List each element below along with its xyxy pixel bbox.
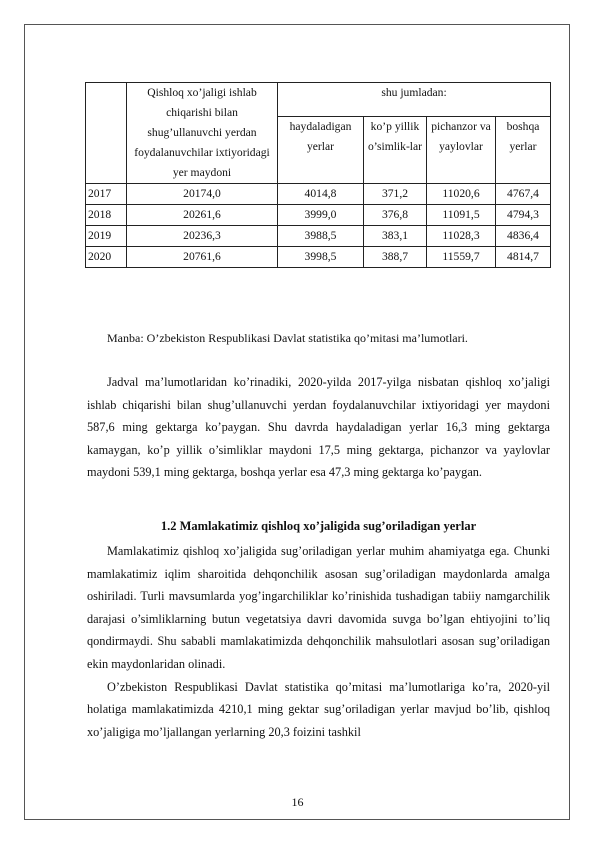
land-use-table [85, 82, 551, 268]
year-cell: 2019 [86, 226, 127, 247]
table-header-row [86, 83, 551, 117]
table-header-total: Qishloq xo’jaligi ishlab chiqarishi bilan shug’ullanuvchi yerdan foydalanuvchilar ixtiyoridagi yer maydoni [127, 83, 278, 184]
paragraph: Mamlakatimiz qishloq xo’jaligida sug’oriladigan yerlar muhim ahamiyatga ega. Chunki mamlakatimiz iqlim sharoitida dehqonchilik asosan sug’oriladigan maydonlarda amalga oshiriladi. Turli mavsumlarda yog’ingarchiliklar ko’rinishida tushadigan tabiiy namgarchilik darajasi o’simliklarning butun vegetatsiya davri davomida suvga bo’lgan ehtiyojini to’liq qondirmaydi. Shu sababli mamlakatimizda dehqonchilik mahsulotlari asosan sug’oriladigan ekin maydonlaridan olinadi. [87, 544, 550, 671]
value-cell: 4814,7 [496, 247, 551, 268]
value-cell: 3999,0 [278, 205, 364, 226]
paragraph: Jadval ma’lumotlaridan ko’rinadiki, 2020-yilda 2017-yilga nisbatan qishloq xo’jaligi ishlab chiqarishi bilan shug’ullanuvchi yerdan foydalanuvchilar ixtiyoridagi yer maydoni 587,6 ming gektarga ko’paygan. Shu davrda haydaladigan yerlar 16,3 ming gektarga kamaygan, ko’p yillik o’simliklar maydoni 17,5 ming gektarga, pichanzor va yaylovlar maydoni 539,1 ming gektarga, boshqa yerlar esa 47,3 ming gektarga ko’paygan. [87, 375, 550, 480]
value-cell: 4836,4 [496, 226, 551, 247]
table-row [86, 184, 551, 205]
value-cell: 3988,5 [278, 226, 364, 247]
section-heading: 1.2 Mamlakatimiz qishloq xo’jaligida sug’oriladigan yerlar [160, 519, 477, 533]
table-subheader: haydaladigan yerlar [278, 117, 364, 184]
value-cell: 20174,0 [127, 184, 278, 205]
table-row [86, 226, 551, 247]
value-cell: 11091,5 [427, 205, 496, 226]
body-text-block-2 [87, 540, 550, 743]
value-cell: 20236,3 [127, 226, 278, 247]
value-cell: 3998,5 [278, 247, 364, 268]
value-cell: 4794,3 [496, 205, 551, 226]
value-cell: 11020,6 [427, 184, 496, 205]
table-row [86, 247, 551, 268]
value-cell: 20261,6 [127, 205, 278, 226]
table-subheader: boshqa yerlar [496, 117, 551, 184]
value-cell: 11028,3 [427, 226, 496, 247]
paragraph: O’zbekiston Respublikasi Davlat statistika qo’mitasi ma’lumotlariga ko’ra, 2020-yil holatiga mamlakatimizda 4210,1 ming gektar sug’oriladigan yerlar mavjud bo’lib, qishloq xo’jaligiga mo’ljallangan yerlarning 20,3 foizini tashkil [87, 679, 550, 739]
value-cell: 4014,8 [278, 184, 364, 205]
page-number: 16 [291, 795, 304, 809]
value-cell: 371,2 [364, 184, 427, 205]
table-subheader: pichanzor va yaylovlar [427, 117, 496, 184]
table-header-group: shu jumladan: [278, 83, 551, 117]
value-cell: 383,1 [364, 226, 427, 247]
value-cell: 4767,4 [496, 184, 551, 205]
body-text-block-1 [87, 371, 550, 484]
table-corner-cell [86, 83, 127, 184]
value-cell: 20761,6 [127, 247, 278, 268]
value-cell: 376,8 [364, 205, 427, 226]
table-subheader: ko’p yillik o’simlik-lar [364, 117, 427, 184]
year-cell: 2017 [86, 184, 127, 205]
year-cell: 2020 [86, 247, 127, 268]
table-row [86, 205, 551, 226]
table-source-note: Manba: O’zbekiston Respublikasi Davlat statistika qo’mitasi ma’lumotlari. [107, 331, 468, 345]
value-cell: 11559,7 [427, 247, 496, 268]
year-cell: 2018 [86, 205, 127, 226]
value-cell: 388,7 [364, 247, 427, 268]
